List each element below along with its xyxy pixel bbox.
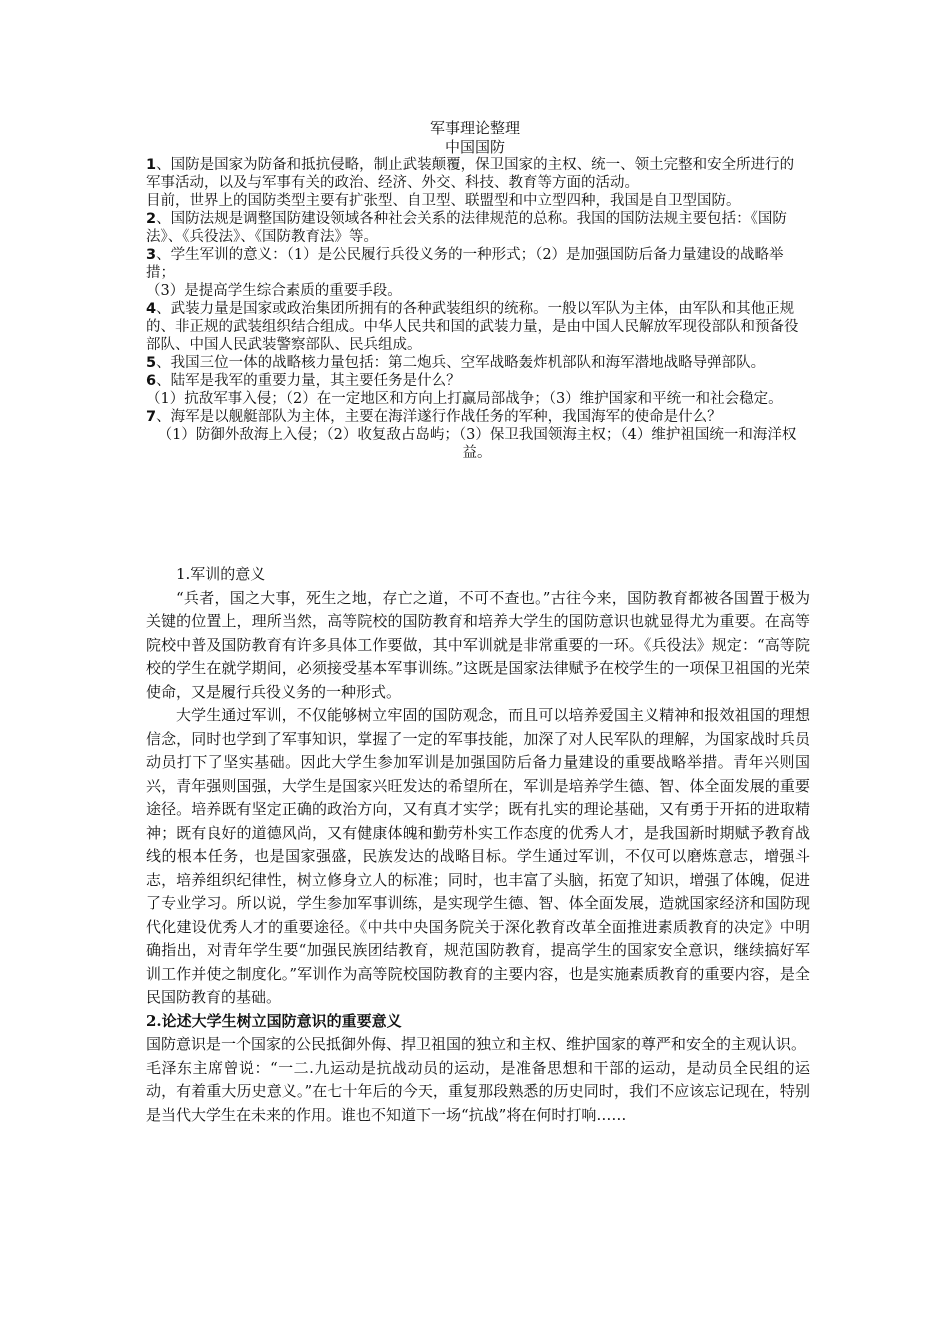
note-item [146, 372, 808, 390]
note-item [146, 246, 808, 282]
note-text: （1）防御外敌海上入侵；（2）收复敌占岛屿；（3）保卫我国领海主权；（4）维护祖国统一和海洋权益。 [157, 427, 797, 461]
note-number: 6 [146, 373, 157, 389]
note-text: （1）抗敌军事入侵；（2）在一定地区和方向上打赢局部战争；（3）维护国家和平统一和社会稳定。 [146, 391, 783, 407]
essay-paragraph: 毛泽东主席曾说：“一二.九运动是抗战动员的运动，是准备思想和干部的运动，是动员全民组的运动，有着重大历史意义。”在七十年后的今天，重复那段熟悉的历史同时，我们不应该忘记现在，特别是当代大学生在未来的作用。谁也不知道下一场“抗战”将在何时打响…… [146, 1058, 810, 1124]
essay-block [146, 563, 810, 1127]
note-text: 目前，世界上的国防类型主要有扩张型、自卫型、联盟型和中立型四种，我国是自卫型国防。 [146, 193, 741, 209]
section-subtitle: 中国国防 [444, 138, 505, 156]
note-number: 5 [146, 355, 157, 371]
note-number: 2 [146, 211, 157, 227]
document-title: 军事理论整理 [429, 119, 520, 137]
note-item [146, 408, 808, 426]
note-text: 、国防法规是调整国防建设领域各种社会关系的法律规范的总称。我国的国防法规主要包括：《国防法》、《兵役法》、《国防教育法》等。 [146, 211, 787, 245]
note-item [146, 300, 808, 354]
note-text: （3）是提高学生综合素质的重要手段。 [146, 283, 402, 299]
note-number: 7 [146, 409, 157, 425]
note-number: 1 [146, 157, 157, 173]
note-item [146, 426, 808, 462]
note-text: 、武装力量是国家或政治集团所拥有的各种武装组织的统称。一般以军队为主体，由军队和其他正规的、非正规的武装组织结合组成。中华人民共和国的武装力量，是由中国人民解放军现役部队和预备役部队、中国人民武装警察部队、民兵组成。 [146, 301, 799, 353]
note-item [146, 354, 808, 372]
essay-paragraph: 大学生通过军训，不仅能够树立牢固的国防观念，而且可以培养爱国主义精神和报效祖国的理想信念，同时也学到了军事知识，掌握了一定的军事技能，加深了对人民军队的理解，为国家战时兵员动员打下了坚实基础。因此大学生参加军训是加强国防后备力量建设的重要战略举措。青年兴则国兴，青年强则国强，大学生是国家兴旺发达的希望所在，军训是培养学生德、智、体全面发展的重要途径。培养既有坚定正确的政治方向，又有真才实学；既有扎实的理论基础，又有勇于开拓的进取精神；既有良好的道德风尚，又有健康体魄和勤劳朴实工作态度的优秀人才，是我国新时期赋予教育战线的根本任务，也是国家强盛，民族发达的战略目标。学生通过军训，不仅可以磨炼意志，增强斗志，培养组织纪律性，树立修身立人的标准；同时，也丰富了头脑，拓宽了知识，增强了体魄，促进了专业学习。所以说，学生参加军事训练，是实现学生德、智、体全面发展，造就国家经济和国防现代化建设优秀人才的重要途径。《中共中央国务院关于深化教育改革全面推进素质教育的决定》中明确指出，对青年学生要“加强民族团结教育，规范国防教育，提高学生的国家安全意识，继续搞好军训工作并使之制度化。”军训作为高等院校国防教育的主要内容，也是实施素质教育的重要内容，是全民国防教育的基础。 [146, 706, 810, 1006]
essay-heading-1 [146, 563, 810, 587]
note-text: 、我国三位一体的战略核力量包括：第二炮兵、空军战略轰炸机部队和海军潜地战略导弹部队。 [156, 355, 766, 371]
note-number: 4 [146, 301, 157, 317]
note-text: 、学生军训的意义：（1）是公民履行兵役义务的一种形式；（2）是加强国防后备力量建设的战略举措； [146, 247, 784, 281]
essay-paragraph: 国防意识是一个国家的公民抵御外侮、捍卫祖国的独立和主权、维护国家的尊严和安全的主观认识。 [146, 1035, 807, 1053]
heading-text: 1.军训的意义 [176, 565, 266, 583]
note-text: 、陆军是我军的重要力量，其主要任务是什么？ [156, 373, 461, 389]
note-text: 、海军是以舰艇部队为主体，主要在海洋遂行作战任务的军种，我国海军的使命是什么？ [156, 409, 722, 425]
note-item [146, 390, 808, 408]
essay-heading-2: 2.论述大学生树立国防意识的重要意义 [146, 1011, 402, 1030]
note-item [146, 192, 808, 210]
notes-block [146, 156, 808, 462]
note-text: 、国防是国家为防备和抵抗侵略，制止武装颠覆，保卫国家的主权、统一、领土完整和安全所进行的军事活动，以及与军事有关的政治、经济、外交、科技、教育等方面的活动。 [146, 157, 795, 191]
note-item [146, 210, 808, 246]
note-number: 3 [146, 247, 157, 263]
note-item [146, 282, 808, 300]
note-item [146, 156, 808, 192]
essay-paragraph: “兵者，国之大事，死生之地，存亡之道，不可不查也。”古往今来，国防教育都被各国置于极为关键的位置上，理所当然，高等院校的国防教育和培养大学生的国防意识也就显得尤为重要。在高等院校中普及国防教育有许多具体工作要做，其中军训就是非常重要的一环。《兵役法》规定：“高等院校的学生在就学期间，必须接受基本军事训练。”这既是国家法律赋予在校学生的一项保卫祖国的光荣使命，又是履行兵役义务的一种形式。 [146, 588, 810, 701]
